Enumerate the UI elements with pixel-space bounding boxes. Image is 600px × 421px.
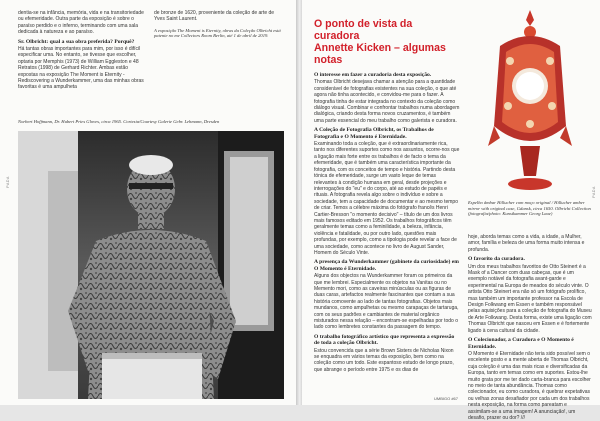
- amber-mirror-image: [480, 6, 580, 206]
- curator-article: [314, 18, 460, 373]
- answer-wunderkammer: Alguns dos objectos na Wunderkammer foram os primeiros da que me lembrei. Especialmente os objetos na Vanitas ou no Memento mori, como as caveiras minúsculas ou as figuras de duas caras, artefactos realmente fascinantes que contam a sua história comovente ao lado de tantas fotografias. Objetos mais mundanos, como ampulhetas ou mesmo carapaças de tartaruga, com os seus padrões e cambiantes de material orgânico misturados nessa relação – encontram-se espelhadas por todo o lado como lembretes constantes da passagem do tempo.: [314, 273, 459, 331]
- answer-collection: Examinando toda a coleção, que é extraordinariamente rica, tanto nos diferentes suportes como nos assuntos, ocorre-nos que a ligação mais forte entre os trabalhos é de facto o tema da efemeridade, que é também uma característica importante da fotografia, com os conceitos de tempo e história. Partindo desta tónica de efemeridade, surge um vasto leque de temas relevantes à condição humana em geral, desde projeções e interrogações do "eu" e do corpo, até ao estudo de papéis e rituais. A fotografia revela algo sobre o indivíduo e sobre a sociedade, tem a capacidade de documentar e ao mesmo tempo de criar. Temos a célebre máxima do fotógrafo francês Henri Cartier-Bresson "o momento decisivo" – título de um dos livros mais famosos editado em 1952. Os trabalhos fotográficos têm geralmente temas como a feminilidade, a beleza, infância, violência e fatalidade, ou por outro lado, questões mais profundas, por exemplo, como a tipologia pode revelar a face de uma sociedade, como acontece no livro de August Sander, Homem do Século Vinte.: [314, 141, 460, 256]
- answer-artwork-continued: hoje, aborda temas como a vida, a idade, a Mulher, amor, família e beleza de uma forma muito intensa e profunda.: [468, 234, 585, 253]
- continuation-paragraph: de bronze de 1620, proveniente da coleção de arte de Yves Saint Laurent.: [154, 10, 275, 23]
- right-column-2: [468, 234, 592, 421]
- article-body: [314, 72, 460, 373]
- question-collection: A Coleção de Fotografia Olbricht, os Trabalhos de Fotografia e O Momento é Eternidade.: [314, 127, 434, 140]
- right-folio: PADA: [591, 186, 596, 198]
- question-wunderkammer: A presença da Wunderkammer (gabinete da curiosidade) em O Momento é Eternidade.: [314, 259, 459, 272]
- article-subtitle: Annette Kicken – algumas notas: [314, 42, 446, 66]
- question-collector: O Colecionador, a Curadora e O Momento é Eternidade.: [468, 337, 574, 350]
- photo-caption: Norbert Hoffmann, Dr. Hubert Pries Gloves, circa 1965. Cortesia/Courtesy Galerie Gebr. Lehmann, Dresden: [18, 119, 220, 124]
- page-number: UMBIGO #67: [434, 396, 459, 401]
- left-column-1: [18, 10, 146, 91]
- question-favorite-curator: O favorito da curadora.: [468, 256, 525, 263]
- answer-interest: Thomas Olbricht desejava chamar a atenção para a quantidade considerável de fotografias existentes na sua coleção, o que até agora não tinha acontecido, e convidou-me para o fazer. A fotografia tinha de estar integrada no contexto da coleção como diálogo visual. Combinar e confrontar trabalhos numa abordagem dialógica, criando desta forma novos cruzamentos, é também uma parte essencial do meu trabalho como galerista e curadora.: [314, 79, 460, 124]
- article-title: O ponto de vista da curadora: [314, 18, 413, 42]
- mirror-caption: Espelho âmbar Hillucher com moço original / Hillucher amber mirror with original case, Gdansk, circa 1650. Olbricht Collection (fotografia/photo: Kunstkammer Georg Laue): [468, 200, 591, 217]
- left-page: [0, 0, 296, 405]
- right-page: [302, 0, 600, 421]
- left-column-2: [154, 10, 282, 39]
- intro-paragraph: dentia-se na infância, memória, vida e na transitoriedade ou efemeridade. Outra parte da exposição é sobre o paraíso perdido e o inferno, terminando com uma sala dedicada à natureza e ao paraíso.: [18, 10, 144, 36]
- answer-favorite: Há tantas obras importantes para mim, por isso é difícil especificar uma. No entanto, se tivesse que escolher, optaria por Memphis (1973) de William Eggleston e 48 Retratos (1998) de Gerhard Richter. Ambas estão expostas na exposição The Moment is Eternity - Rediscovering a Wunderkammer, uma das minhas obras favoritas é uma ampulheta: [18, 46, 144, 91]
- left-folio: PADA: [5, 176, 10, 188]
- answer-favorite-curator: Um dos meus trabalhos favoritos de Otto Steinert é a Mask of a Dancer com duas cabeças, que é um exemplo notável da fotografia avant-garde e experimental na Europa de meados do século vinte. O artista Otto Steinert era não só um fotógrafo prolífico, mas também um importante professor na Escola de Design Folkwang em Essen e também responsável pelas aquisições para a coleção de fotografia do Museu de Arte Folkwang. Desta forma, existe uma ligação com Thomas Olbricht que nasceu em Essen e é fortemente ligado à cena cultural da cidade.: [468, 263, 592, 334]
- exhibition-note: A exposição The Moment is Eternity, obras da Coleção Olbricht está patente no me Collectors Room Berlin, até 1 de abril de 2019.: [154, 27, 281, 39]
- question-interest: O interesse em fazer a curadoria desta exposição.: [314, 72, 432, 78]
- tattooed-man-photo: [18, 131, 284, 399]
- answer-artwork: Estou convencida que a série Brown Sisters de Nicholas Nixon se enquadra em vários temas da exposição, bem como na coleção como um todo. Este espantoso estudo de longo prazo, que abrange o período entre 1975 e os dias de: [314, 347, 454, 373]
- answer-collector: O Momento é Eternidade não teria sido possível sem o excelente gosto e a mente aberta de Thomas Olbricht, cuja coleção é uma das mais ricas e diversificadas da Europa, tanto em temas como em suportes. Estou-lhe muito grata por me ter dado carta-branca para escolher no meio de tanta abundância. Thomas como colecionador, eu como curadora, é quebrar expetativas ou velhas zonas desafiador por cada um dos trabalhos nesta exposição, na forma como pareatam e assimilam-se a uma imagem! A anunciação!, um desafio, prazer ou dor? ///: [468, 350, 591, 421]
- question-artwork: O trabalho fotográfico artístico que representa a expressão de toda a coleção Olbricht.: [314, 333, 455, 347]
- question-favorite: Sr. Olbricht: qual a sua obra preferida? Porquê?: [18, 38, 135, 45]
